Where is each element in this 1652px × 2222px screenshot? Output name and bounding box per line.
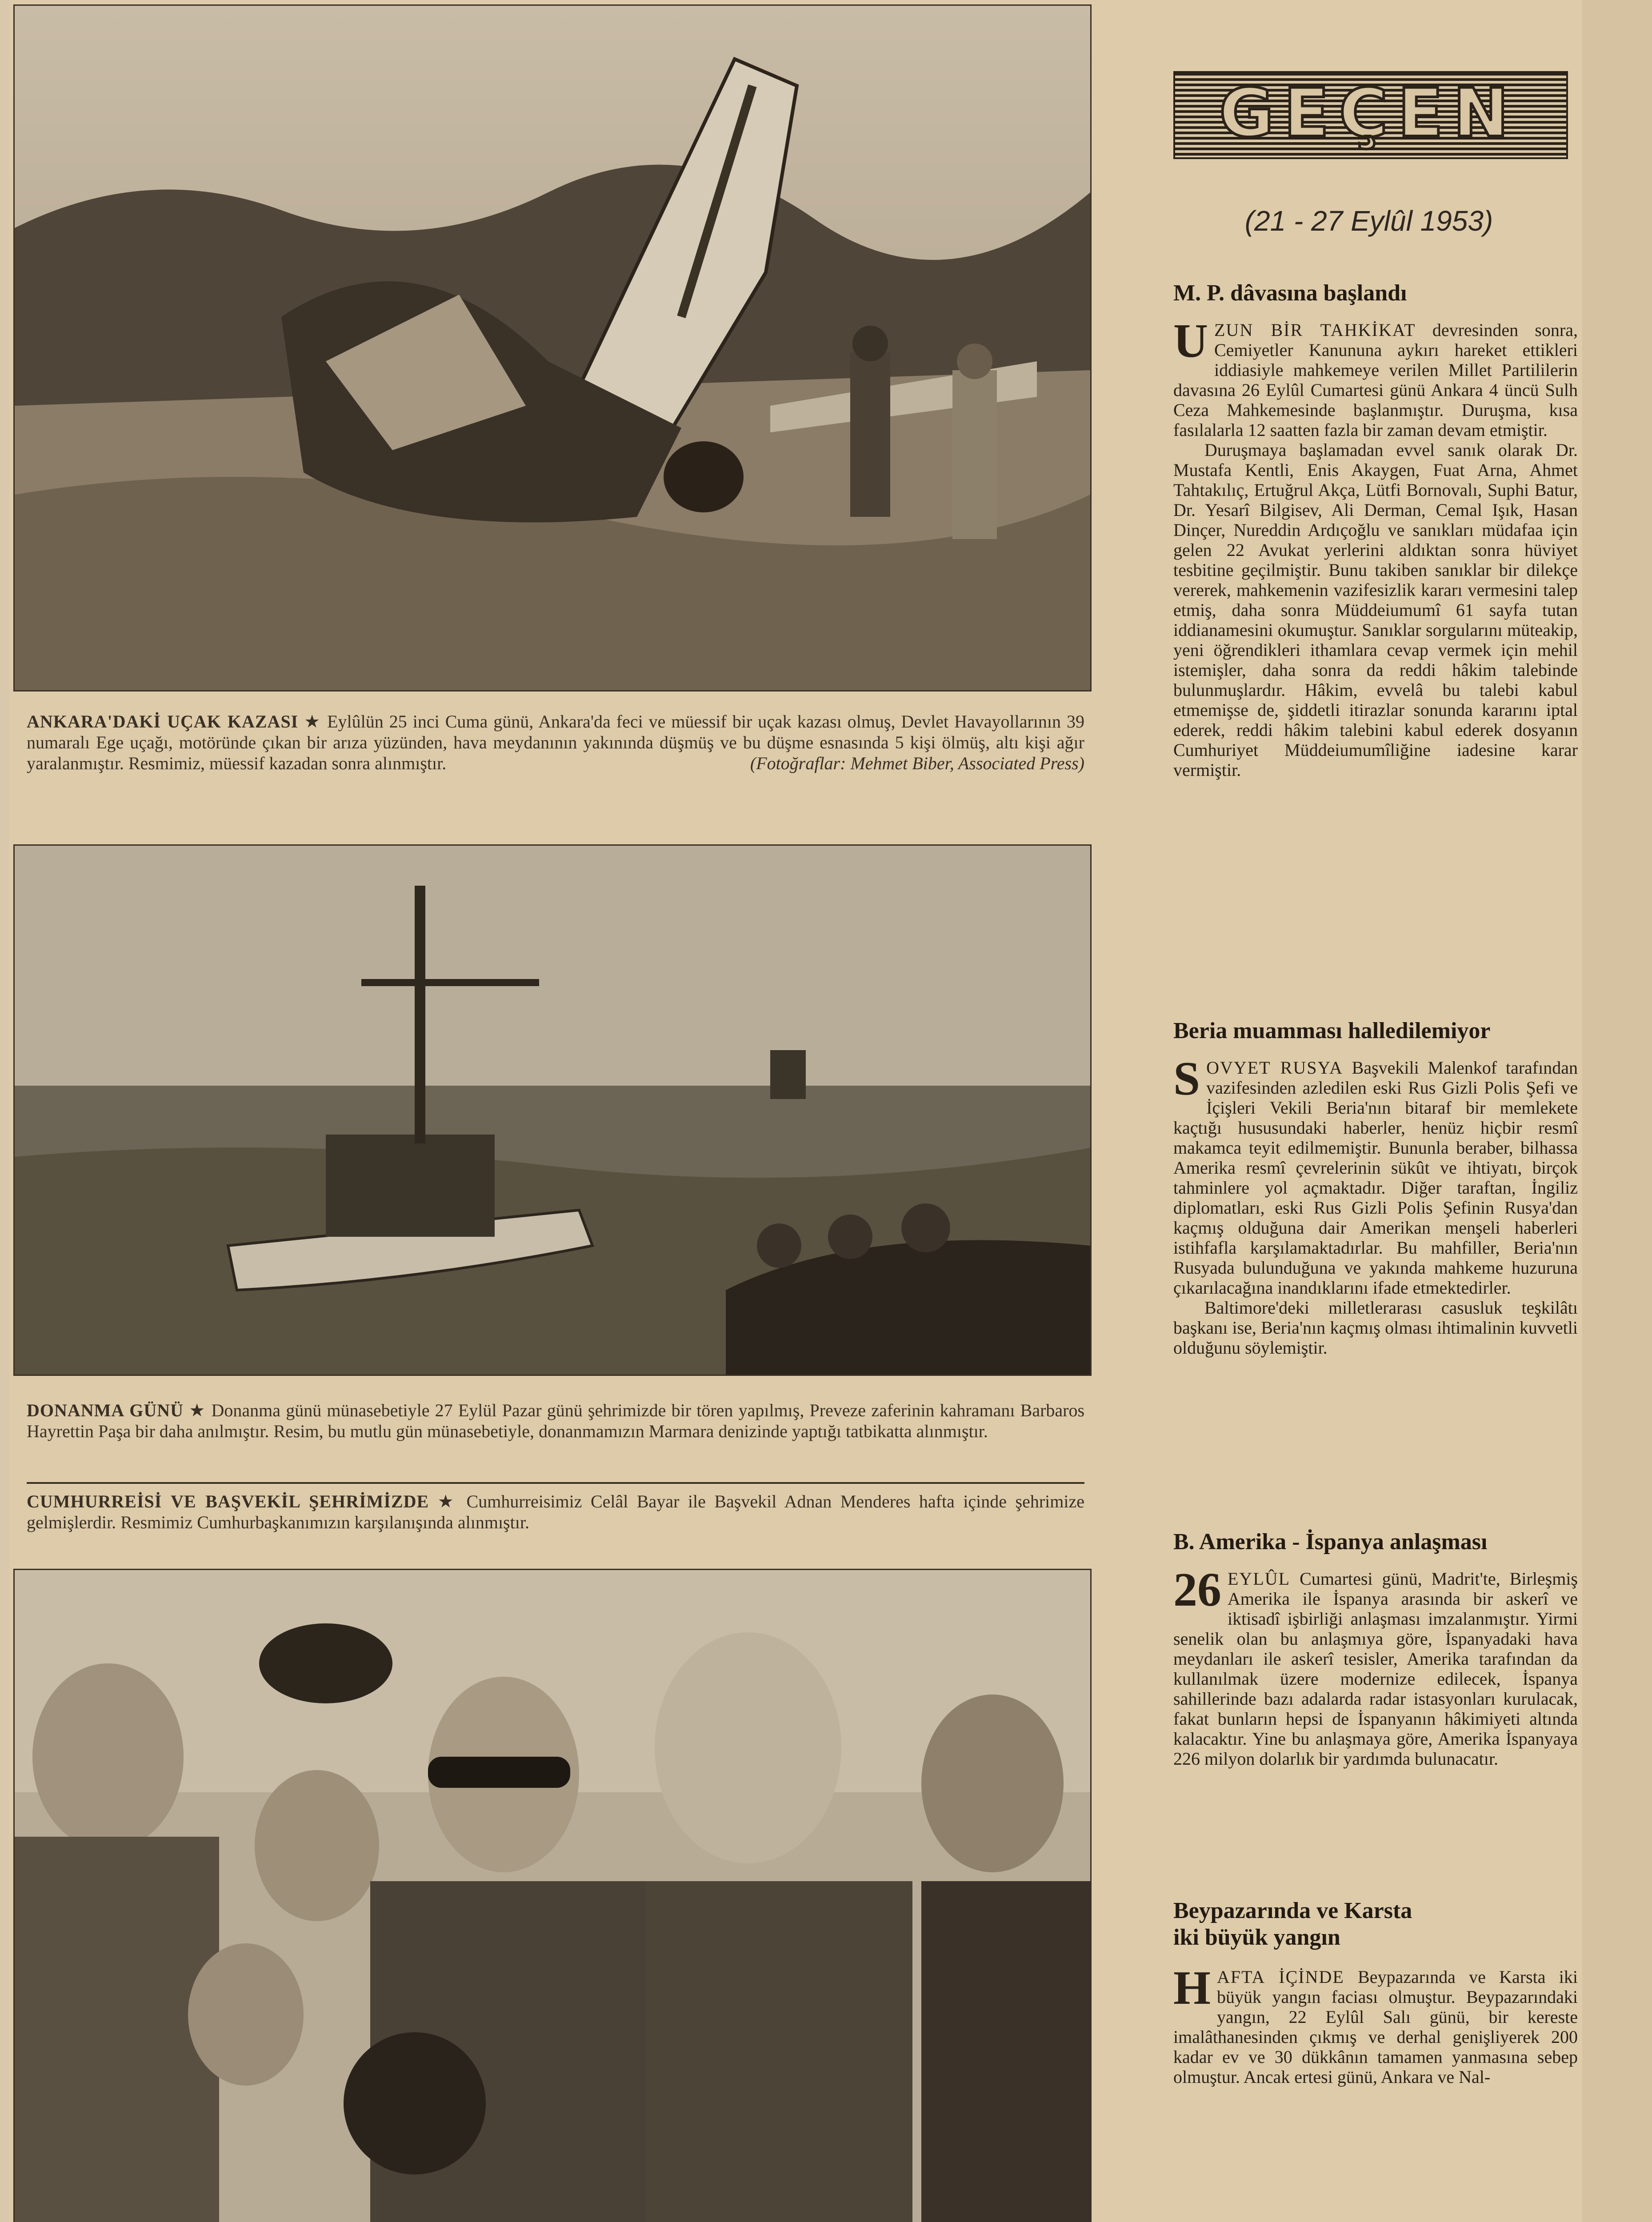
navy-caption-text: Donanma günü münasebetiyle 27 Eylül Pazar günü şehrimizde bir tören yapılmış, Preveze zaferinin kahramanı Barbaros Hayrettin Paşa bir daha anılmıştır. Resim, bu mutlu gün münasebetiyle, donanmamızın Marmara denizinde yaptığı tatbikatta alınmıştır. — [27, 1400, 1085, 1441]
article-paragraph — [1173, 1962, 1578, 2087]
article-paragraph — [1173, 1052, 1578, 1298]
star-icon: ★ — [189, 1400, 206, 1420]
navy-caption-head: DONANMA GÜNÜ — [27, 1400, 184, 1420]
photo-credit: (Fotoğraflar: Mehmet Biber, Associated Press) — [750, 753, 1084, 773]
article-headline: M. P. dâvasına başlandı — [1173, 280, 1407, 306]
drop-cap: 26 — [1173, 1563, 1221, 1616]
newspaper-page — [9, 0, 1591, 2222]
crash-caption-text: Eylûlün 25 inci Cuma günü, Ankara'da feci ve müessif bir uçak kazası olmuş, Devlet Havayollarının 39 numaralı Ege uçağı, motöründe çıkan bir arıza yüzünden, hava meydanının yakınında düşmüş ve bu düşme esnasında 5 kişi ölmüş, altı kişi ağır yaralanmıştır. Resmimiz, müessif kazadan sonra alınmıştır. — [27, 711, 1085, 773]
navy-caption — [27, 1400, 1084, 1442]
crash-caption — [27, 711, 1084, 774]
crash-caption-head: ANKARA'DAKİ UÇAK KAZASI — [27, 711, 299, 731]
airplane-wreckage-illustration — [15, 6, 1090, 690]
article-mp-trial — [1173, 280, 1578, 780]
president-caption — [27, 1491, 1084, 1533]
headline-line: Beypazarında ve Karsta — [1173, 1898, 1412, 1923]
navy-ship-illustration — [15, 846, 1090, 1375]
torn-paper-edge — [1582, 0, 1652, 2222]
masthead-title: GEÇEN — [1219, 75, 1519, 152]
article-lead: EYLÛL — [1228, 1569, 1291, 1589]
article-text: devresinden sonra, Cemiyetler Kanununa aykırı hareket ettikleri iddiasiyle mahkemeye verilen Millet Partililerin davasına 26 Eylûl Cumartesi günü Ankara 4 üncü Sulh Ceza Mahkemesinde başlanmıştır. Duruşma, kısa fasılalarla 12 saatten fazla bir zaman devam etmiştir. — [1173, 320, 1578, 440]
article-text: Beypazarında ve Karsta iki büyük yangın faciası olmuştur. Beypazarındaki yangın, 22 Eylûl Salı günü, bir kereste imalâthanesinden çıkmış ve derhal genişliyerek 200 kadar ev ve 30 dükkânın tamamen yanmasına sebep olmuştur. Ancak ertesi günü, Ankara ve Nal- — [1173, 1967, 1578, 2087]
article-fire — [1173, 1898, 1578, 2087]
airplane-crash-photo — [13, 4, 1092, 691]
article-headline: Beria muamması halledilemiyor — [1173, 1018, 1491, 1043]
article-paragraph: Duruşmaya başlamadan evvel sanık olarak Dr. Mustafa Kentli, Enis Akaygen, Fuat Arna, Ahmet Tahtakılıç, Ertuğrul Akça, Lütfi Bornovalı, Suphi Batur, Dr. Yesarî Bilgisev, Ali Derman, Cemal Işık, Hasan Dinçer, Nureddin Ardıçoğlu ve sanıkları müdafaa için gelen 22 Avukat yerlerini aldıktan sonra hüviyet tesbitine geçilmiştir. Bunu takiben sanıklar bir dilekçe vererek, mahkemenin vazifesizlik kararı vermesini talep etmiş, daha sonra Müddeiumumî 61 sayfa tutan iddianamesini okumuştur. Sanıklar sorgularını müteakip, yeni öğrendikleri ithamlara cevap vermek için mehil istemişler, daha sonra da reddi hâkim talebinde bulunmuşlardır. Hâkim, evvelâ bu talebi kabul etmemişse de, şiddetli itirazlar sonunda kararını iptal ederek, reddi hâkim talebini kabul ederek dosyanın Cumhuriyet Müddeiumumîliğine iadesine karar vermiştir. — [1173, 440, 1578, 780]
drop-cap: U — [1173, 315, 1208, 368]
star-icon: ★ — [304, 711, 322, 731]
article-headline: B. Amerika - İspanya anlaşması — [1173, 1529, 1488, 1555]
article-paragraph — [1173, 315, 1578, 440]
president-caption-text: Cumhurreisimiz Celâl Bayar ile Başvekil Adnan Menderes hafta içinde şehrimize gelmişlerdir. Resmimiz Cumhurbaşkanımızın karşılanışında alınmıştır. — [27, 1491, 1085, 1532]
president-crowd-photo — [13, 1569, 1092, 2222]
drop-cap: H — [1173, 1962, 1211, 2014]
article-lead: AFTA İÇİNDE — [1217, 1967, 1344, 1987]
article-headline — [1173, 1898, 1578, 1951]
masthead-date: (21 - 27 Eylûl 1953) — [1244, 205, 1493, 237]
crowd-illustration — [15, 1570, 1090, 2222]
navy-ship-photo — [13, 844, 1092, 1376]
article-lead: OVYET RUSYA — [1206, 1058, 1343, 1078]
caption-divider — [27, 1482, 1084, 1484]
article-beria — [1173, 1018, 1578, 1358]
article-lead: ZUN BİR TAHKİKAT — [1214, 320, 1416, 340]
article-text: Başvekili Malenkof tarafından vazifesinden azledilen eski Rus Gizli Polis Şefi ve İçişleri Vekili Beria'nın bitaraf bir memlekete kaçtığı hususundaki haberler, henüz hiçbir resmî makamca teyit edilmemiştir. Bununla beraber, bilhassa Amerika resmî çevrelerinin sükût ve ihtiyatı, birçok tahminlere yol açmaktadır. Diğer taraftan, İngiliz diplomatları, eski Rus Gizli Polis Şefinin Rusya'dan kaçmış olduğuna dair Amerikan menşeli haberleri istihfafla karşılamaktadırlar. Bu mahfiller, Beria'nın Rusyada bulunduğuna ve yakında mahkeme huzuruna çıkarılacağına inandıklarını ifade etmektedirler. — [1173, 1058, 1578, 1298]
article-paragraph — [1173, 1563, 1578, 1769]
masthead — [1173, 71, 1564, 237]
star-icon: ★ — [437, 1491, 458, 1511]
headline-line: iki büyük yangın — [1173, 1925, 1340, 1950]
article-text: Cumartesi günü, Madrit'te, Birleşmiş Amerika ile İspanya arasında bir askerî ve iktisadî işbirliği anlaşması imzalanmıştır. Yirmi senelik olan bu anlaşmıya göre, İspanyadaki hava meydanları ile askerî tesisler, Amerika tarafından da kullanılmak üzere modernize edilecek, İspanya sahillerinde bazı adalarda radar istasyonları kurulacak, fakat bunların hepsi de İspanyanın hâkimiyeti altında kalacaktır. Yine bu anlaşmaya göre, Amerika İspanyaya 226 milyon dolarlık bir yardımda bulunacatır. — [1173, 1569, 1578, 1769]
drop-cap: S — [1173, 1052, 1200, 1105]
article-paragraph: Baltimore'deki milletlerarası casusluk teşkilâtı başkanı ise, Beria'nın kaçmış olması ihtimalinin kuvvetli olduğunu söylemiştir. — [1173, 1298, 1578, 1358]
article-spain — [1173, 1529, 1578, 1769]
president-caption-head: CUMHURREİSİ VE BAŞVEKİL ŞEHRİMİZDE — [27, 1491, 429, 1511]
